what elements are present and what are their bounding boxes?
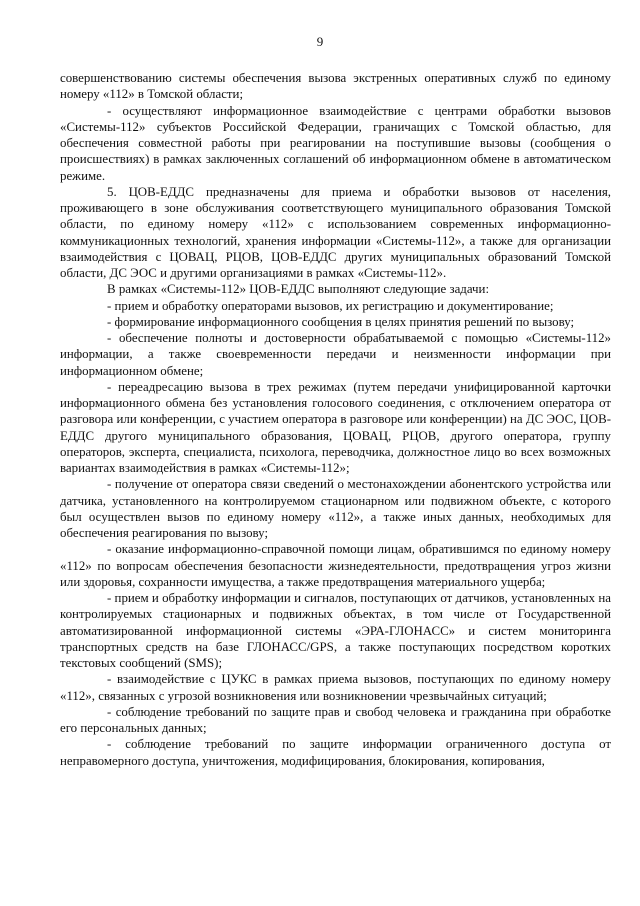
paragraph-continuation: совершенствованию системы обеспечения вызова экстренных оперативных служб по единому номеру «112» в Томской области; xyxy=(60,71,611,102)
document-body xyxy=(60,70,611,769)
list-item-task: - оказание информационно-справочной помощи лицам, обратившимся по единому номеру «112» по вопросам обеспечения безопасности жизнедеятельности, предотвращения угроз жизни или здоровья, сохранности имущества, а также предотвращения материального ущерба; xyxy=(60,542,611,589)
paragraph-tasks-intro: В рамках «Системы-112» ЦОВ-ЕДДС выполняют следующие задачи: xyxy=(107,282,490,297)
list-item-task: - соблюдение требований по защите информации ограниченного доступа от неправомерного доступа, уничтожения, модифицирования, блокирования, копирования, xyxy=(60,737,611,768)
list-item-task: - обеспечение полноты и достоверности обрабатываемой с помощью «Системы-112» информации, а также своевременности передачи и неизменности информации при информационном обмене; xyxy=(60,331,611,378)
paragraph-section-5: 5. ЦОВ-ЕДДС предназначены для приема и обработки вызовов от населения, проживающего в зоне обслуживания соответствующего муниципального образования Томской области, по единому номеру «112» с использованием современных информационно-коммуникационных технологий, хранения информации «Системы-112», а также для организации взаимодействия с ЦОВАЦ, РЦОВ, ЦОВ-ЕДДС других муниципальных образований Томской области, ДС ЭОС и другими организациями в рамках «Системы-112». xyxy=(60,184,611,280)
list-item-task: - взаимодействие с ЦУКС в рамках приема вызовов, поступающих по единому номеру «112», связанных с угрозой возникновения или возникновении чрезвычайных ситуаций; xyxy=(60,672,611,703)
list-item-task: - прием и обработку информации и сигналов, поступающих от датчиков, установленных на контролируемых стационарных и подвижных объектах, в том числе от Государственной автоматизированной информационной системы «ЭРА-ГЛОНАСС» и систем мониторинга транспортных средств на базе ГЛОНАСС/GPS, а также поступающих посредством коротких текстовых сообщений (SMS); xyxy=(60,591,611,670)
list-item-task: - прием и обработку операторами вызовов, их регистрацию и документирование; xyxy=(107,298,554,313)
list-item-task: - переадресацию вызова в трех режимах (путем передачи унифицированной карточки информационного обмена без установления голосового соединения, с отключением оператора от разговора или конференции, с участием оператора в разговоре или конференции) на ДС ЭОС, ЦОВ-ЕДДС другого муниципального образования, ЦОВАЦ, РЦОВ, другого оператора, группу операторов, эксперта, специалиста, психолога, переводчика, должностное лицо во всех возможных вариантах взаимодействия в рамках «Системы-112»; xyxy=(60,379,611,475)
paragraph-interaction-neighbors: - осуществляют информационное взаимодействие с центрами обработки вызовов «Системы-112» субъектов Российской Федерации, граничащих с Томской областью, для обеспечения совместной работы при реагировании на поступившие вызовы (сообщения о происшествиях) в рамках заключенных соглашений об информационном обмене в автоматическом режиме. xyxy=(60,103,611,183)
list-item-task: - формирование информационного сообщения в целях принятия решений по вызову; xyxy=(107,314,575,329)
list-item-task: - соблюдение требований по защите прав и свобод человека и гражданина при обработке его персональных данных; xyxy=(60,704,611,735)
page-number: 9 xyxy=(316,34,324,49)
list-item-task: - получение от оператора связи сведений о местонахождении абонентского устройства или датчика, установленного на контролируемом стационарном или подвижном объекте, с которого был осуществлен вызов по единому номеру «112», а также иных данных, необходимых для обеспечения реагирования по вызову; xyxy=(60,477,611,540)
